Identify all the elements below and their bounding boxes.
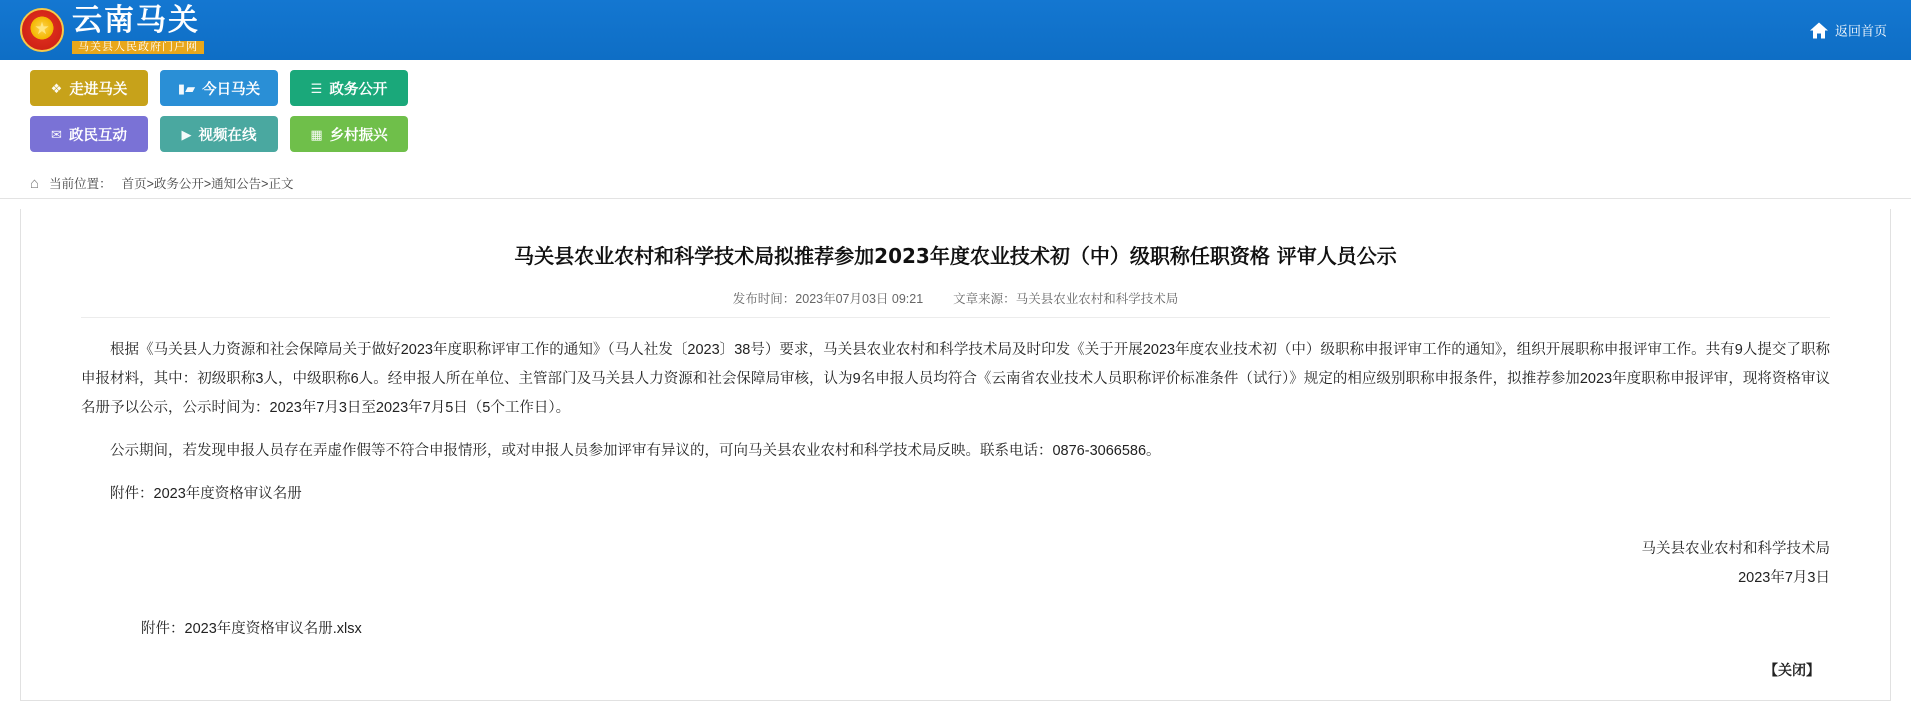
attachment-label: 附件： [141,621,185,637]
nav-button-label: 政务公开 [329,81,388,98]
back-to-home-label: 返回首页 [1834,23,1887,39]
list-icon: ☰ [310,80,323,96]
home-icon[interactable]: ⌂ [30,174,40,192]
site-logo-subtitle: 马关县人民政府门户网 [72,41,204,54]
back-to-home-button[interactable] [1809,21,1887,40]
signature-department: 马关县农业农村和科学技术局 [1641,541,1830,557]
publish-time-value: 2023年07月03日 09:21 [795,292,924,306]
nav-button-label: 乡村振兴 [329,127,388,144]
article-paragraph: 附件：2023年度资格审议名册 [110,486,302,502]
nav-button-zhengwugongkai[interactable] [290,70,408,106]
article-source-label: 文章来源： [953,292,1016,306]
play-icon: ▶ [181,126,192,142]
nav-row-1 [30,70,1881,106]
chart-icon: ▮▰ [177,80,196,96]
main-nav [0,60,1911,170]
layers-icon: ❖ [50,80,63,96]
nav-row-2 [30,116,1881,152]
article-paragraph: 根据《马关县人力资源和社会保障局关于做好2023年度职称评审工作的通知》（马人社发〔2023〕38号）要求，马关县农业农村和科学技术局及时印发《关于开展2023年度农业技术初（中）级职称申报评审工作的通知》，组织开展职称申报评审工作。共有9人提交了职称申报材料，其中：初级职称3人，中级职称6人。经申报人所在单位、主管部门及马关县人力资源和社会保障局审核，认为9名申报人员均符合《云南省农业技术人员职称评价标准条件（试行）》规定的相应级别职称申报条件，拟推荐参加2023年度职称申报评审，现将资格审议名册予以公示，公示时间为：2023年7月3日至2023年7月5日（5个工作日）。 [81,342,1830,416]
site-logo-title: 云南马关 [72,3,200,38]
breadcrumb [0,170,1911,199]
national-emblem-icon [20,8,64,52]
page-title: 马关县农业农村和科学技术局拟推荐参加2023年度农业技术初（中）级职称任职资格 评审人员公示 [514,244,1397,268]
nav-button-zhengminhudong[interactable] [30,116,148,152]
nav-button-jinrimaguan[interactable] [160,70,278,106]
nav-button-label: 今日马关 [202,81,261,98]
breadcrumb-path[interactable]: 首页>政务公开>通知公告>正文 [121,177,294,191]
nav-button-shipinzaixian[interactable] [160,116,278,152]
breadcrumb-prefix: 当前位置： [49,177,112,191]
attachment-row [81,617,1830,638]
article-signature-block [81,535,1830,593]
publish-time [733,289,923,307]
article-container [20,209,1891,701]
chat-icon: ✉ [51,126,62,142]
close-row [81,660,1830,680]
nav-button-label: 视频在线 [198,127,257,144]
article-source [953,289,1178,307]
article-source-value: 马关县农业农村和科学技术局 [1015,292,1179,306]
site-logo[interactable] [20,3,204,54]
article-body [81,336,1830,509]
nav-button-label: 政民互动 [68,127,127,144]
publish-time-label: 发布时间： [732,292,796,306]
nav-button-label: 走进马关 [69,81,128,98]
nav-button-zoujinmaguan[interactable] [30,70,148,106]
nav-button-xiangcunzhenxing[interactable] [290,116,408,152]
grid-icon: ▦ [310,126,323,142]
close-button[interactable]: 【关闭】 [1764,662,1820,678]
attachment-link[interactable]: 2023年度资格审议名册.xlsx [184,621,362,637]
article-paragraph: 公示期间，若发现申报人员存在弄虚作假等不符合申报情形，或对申报人员参加评审有异议的，可向马关县农业农村和科学技术局反映。联系电话：0876-3066586。 [110,443,1161,459]
home-icon [1809,21,1829,39]
site-header [0,0,1911,60]
signature-date: 2023年7月3日 [1738,570,1830,586]
article-meta [81,289,1830,318]
